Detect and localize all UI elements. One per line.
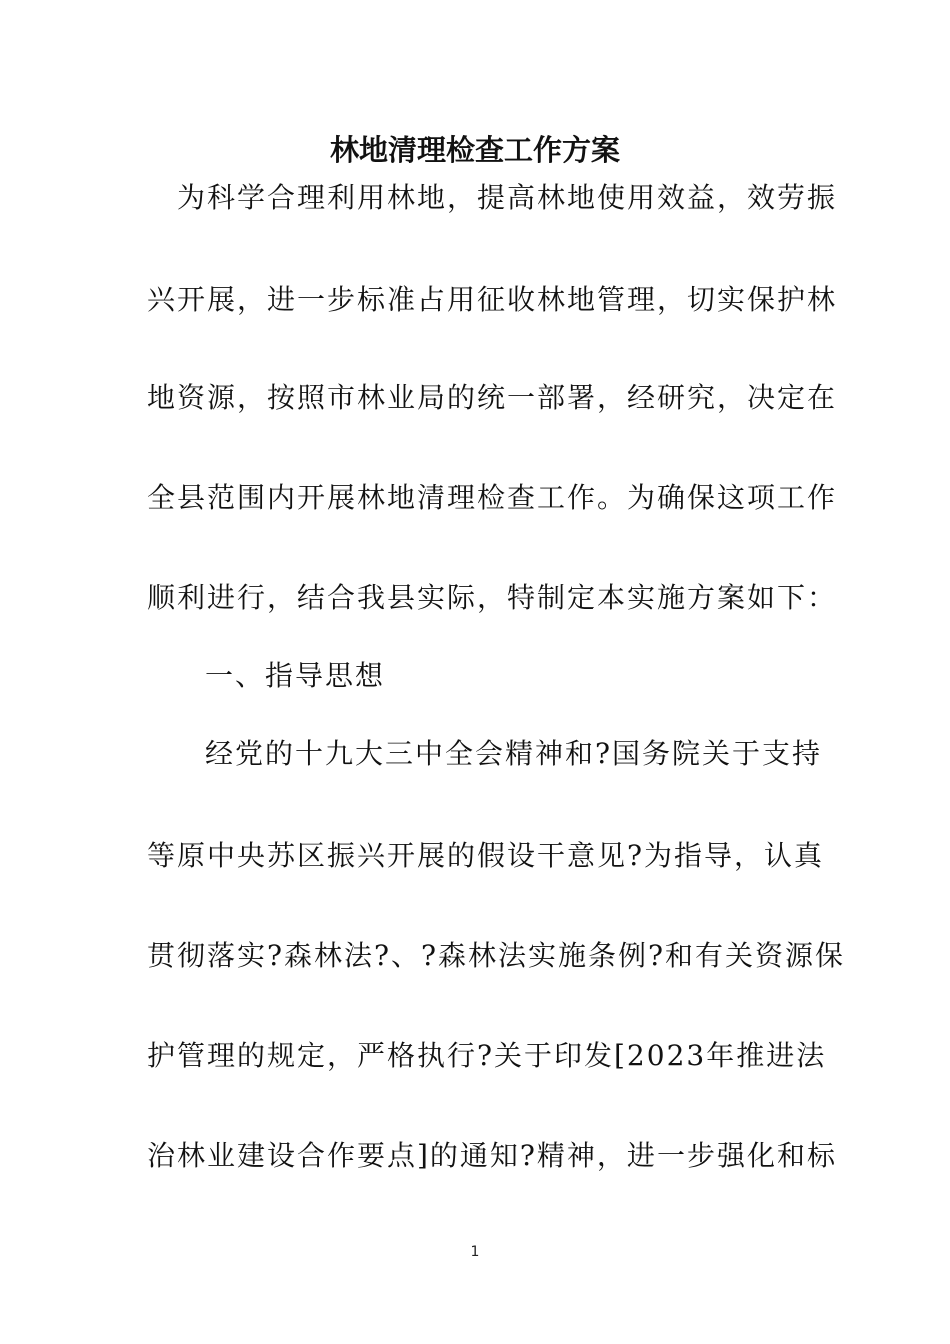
paragraph-line: 地资源，按照市林业局的统一部署，经研究，决定在 bbox=[147, 381, 838, 414]
paragraph-line: 兴开展，进一步标准占用征收林地管理，切实保护林 bbox=[147, 283, 838, 316]
paragraph-line: 治林业建设合作要点]的通知?精神，进一步强化和标 bbox=[147, 1139, 837, 1172]
paragraph-line: 全县范围内开展林地清理检查工作。为确保这项工作 bbox=[147, 481, 838, 514]
paragraph-line: 贯彻落实?森林法?、?森林法实施条例?和有关资源保 bbox=[147, 939, 846, 972]
paragraph-line: 经党的十九大三中全会精神和?国务院关于支持 bbox=[205, 737, 823, 770]
paragraph-line: 等原中央苏区振兴开展的假设干意见?为指导，认真 bbox=[147, 839, 825, 872]
paragraph-line: 顺利进行，结合我县实际，特制定本实施方案如下： bbox=[147, 581, 838, 614]
page-number: 1 bbox=[470, 1244, 480, 1260]
document-title: 林地清理检查工作方案 bbox=[329, 133, 620, 167]
paragraph-line: 护管理的规定，严格执行?关于印发[2023年推进法 bbox=[147, 1039, 827, 1072]
section-heading: 一、指导思想 bbox=[205, 659, 386, 692]
paragraph-line: 为科学合理利用林地，提高林地使用效益，效劳振 bbox=[177, 181, 838, 214]
